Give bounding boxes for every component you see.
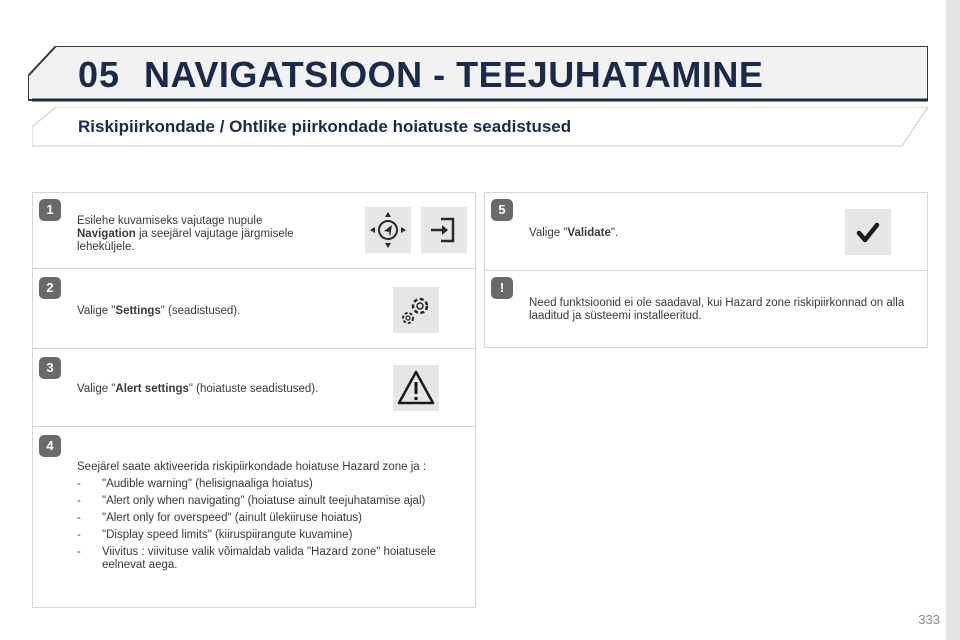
step-number-badge: 5 — [491, 199, 513, 221]
validate-label: Validate — [567, 227, 611, 239]
list-item: - Viivitus : viivituse valik võimaldab valida "Hazard zone" hoiatusele eelnevat aega. — [77, 546, 436, 571]
step-1-text: Esilehe kuvamiseks vajutage nupule Navigation ja seejärel vajutage järgmisele leheküljele. — [77, 215, 294, 253]
step-number-badge: 3 — [39, 357, 61, 379]
step-number-badge: 2 — [39, 277, 61, 299]
chapter-number: 05 — [78, 54, 121, 95]
step-number-badge: 1 — [39, 199, 61, 221]
navigation-label: Navigation — [77, 228, 136, 240]
list-item: - "Audible warning" (helisignaaliga hoiatus) — [77, 478, 313, 490]
step-3-text: Valige "Alert settings" (hoiatuste seadistused). — [77, 383, 319, 395]
step-2 — [33, 269, 475, 349]
chapter-header — [28, 46, 928, 102]
checkmark-icon — [845, 209, 891, 255]
list-item: - "Alert only for overspeed" (ainult ülekiiruse hoiatus) — [77, 512, 363, 524]
page-edge-strip — [946, 0, 960, 640]
steps-panel-right — [484, 192, 928, 348]
list-item: - "Alert only when navigating" (hoiatuse ainult teejuhatamise ajal) — [77, 495, 426, 507]
step-4 — [33, 427, 475, 609]
chapter-title: NAVIGATSIOON - TEEJUHATAMINE — [144, 54, 764, 95]
note-text: Need funktsioonid ei ole saadaval, kui Hazard zone riskipiirkonnad on alla laaditud ja süsteemi installeeritud. — [529, 297, 905, 322]
step-4-text — [77, 461, 473, 572]
step-2-text: Valige "Settings" (seadistused). — [77, 305, 241, 317]
exclamation-icon: ! — [491, 277, 513, 299]
hazard-options-list — [77, 478, 473, 572]
page-number: 333 — [918, 612, 940, 627]
navigation-joystick-icon — [365, 207, 411, 253]
info-note — [485, 271, 927, 349]
step-number-badge: 4 — [39, 435, 61, 457]
step-1 — [33, 193, 475, 269]
step-3 — [33, 349, 475, 427]
next-page-icon — [421, 207, 467, 253]
list-item: - "Display speed limits" (kiiruspiirangute kuvamine) — [77, 529, 353, 541]
settings-label: Settings — [115, 305, 161, 317]
steps-panel-left — [32, 192, 476, 608]
section-header — [32, 107, 928, 147]
step-5-text: Valige "Validate". — [529, 227, 619, 239]
step-4-intro: Seejärel saate aktiveerida riskipiirkondade hoiatuse Hazard zone ja : — [77, 461, 427, 473]
section-title: Riskipiirkondade / Ohtlike piirkondade hoiatuste seadistused — [78, 117, 572, 136]
step-5 — [485, 193, 927, 271]
warning-triangle-icon — [393, 365, 439, 411]
alert-settings-label: Alert settings — [115, 383, 189, 395]
settings-gears-icon — [393, 287, 439, 333]
